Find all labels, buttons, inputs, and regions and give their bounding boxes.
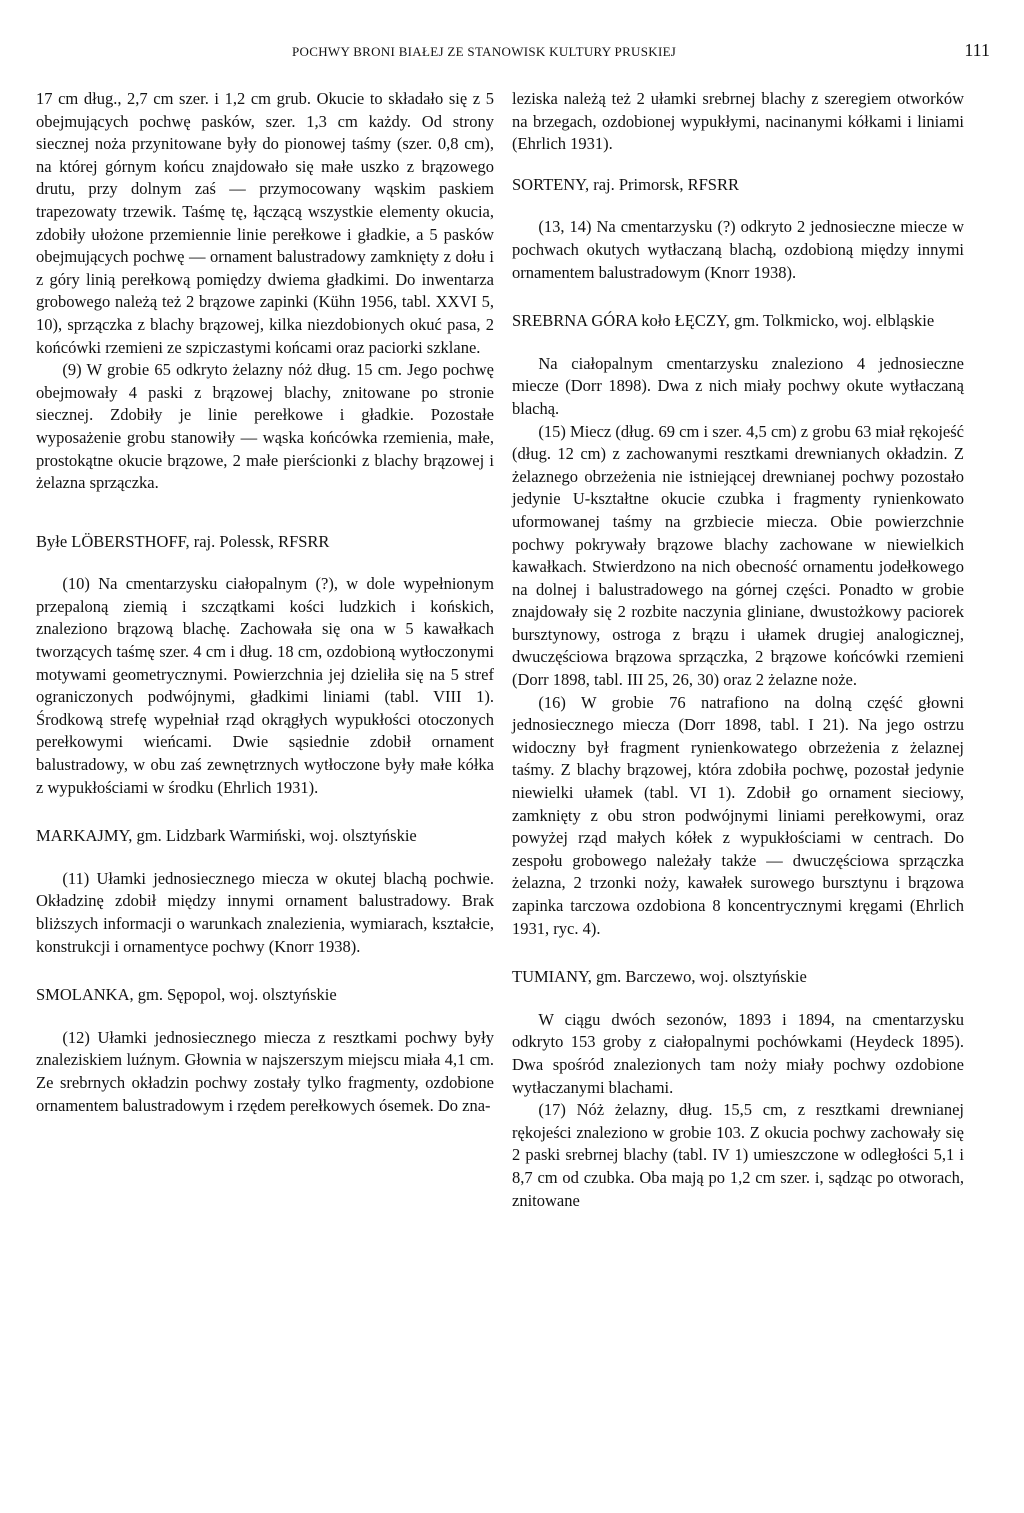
paragraph-srebrna-gora-intro: Na ciałopalnym cmentarzysku znaleziono 4 jednosieczne miecze (Dorr 1898). Dwa z nich miały pochwy okute wytłaczaną blachą. (512, 353, 964, 418)
page-header (34, 40, 990, 64)
paragraph-grave-9: (9) W grobie 65 odkryto żelazny nóż dług. 15 cm. Jego pochwę obejmowały 4 paski z brązowej blachy, znitowane po stronie siecznej. Zdobiły je linie perełkowe i gładkie. Pozostałe wyposażenie grobu stanowiły — wąska końcówka rzemienia, małe, prostokątne okucie brązowe, 2 małe pierścionki z blachy brązowej i żelazna sprzączka. (36, 360, 494, 493)
page-number: 111 (964, 40, 990, 60)
paragraph-find-12: (12) Ułamki jednosiecznego miecza z resztkami pochwy były znaleziskiem luźnym. Głownia w najszerszym miejscu miała 4,1 cm. Ze srebrnych okładzin pochwy zostały tylko fragmenty, ozdobione ornamentem balustradowym i rzędem perełkowych ósemek. Do zna- (36, 1027, 494, 1115)
paragraph-find-15: (15) Miecz (dług. 69 cm i szer. 4,5 cm) z grobu 63 miał rękojeść (dług. 12 cm) z zachowanymi resztkami drewnianych okładzin. Z żelaznego obrzeżenia nie istniejącej drewnianej pochwy pozostało jedynie U-kształtne okucie czubka i fragmenty rynienkowato uformowanej taśmy na grzbiecie miecza. Obie powierzchnie pochwy pokrywały brązowe blachy zachowane w niewielkich kawałkach. Stwierdzono na nich obecność ornamentu jodełkowego na dolnej i balustradowego na górnej części. Ponadto w grobie znajdowały się 2 rozbite naczynia gliniane, dwustożkowy paciorek bursztynowy, ostroga z brązu i ułamek drugiej analogicznej, dwuczęściowa brązowa sprzączka, 2 brązowe końcówki rzemieni (Dorr 1898, tabl. III 25, 26, 30) oraz 2 żelazne noże. (512, 421, 964, 690)
left-column (36, 88, 494, 1117)
running-title: POCHWY BRONI BIAŁEJ ZE STANOWISK KULTURY PRUSKIEJ (292, 44, 677, 59)
paragraph-find-17: (17) Nóż żelazny, dług. 15,5 cm, z resztkami drewnianej rękojeści znaleziono w grobie 103. Z okucia pochwy zachowały się 2 paski srebrnej blachy (tabl. IV 1) umieszczone w odległości 5,1 i 8,7 cm od czubka. Oba mają po 1,2 cm szer. i, sądząc po otworach, znitowane (512, 1100, 964, 1210)
paragraph-find-13-14: (13, 14) Na cmentarzysku (?) odkryto 2 jednosieczne miecze w pochwach okutych wytłaczaną blachą, ozdobioną między innymi ornamentem balustradowym (Knorr 1938). (512, 217, 964, 282)
site-heading-tumiany: TUMIANY, gm. Barczewo, woj. olsztyńskie (512, 967, 807, 987)
site-heading-smolanka: SMOLANKA, gm. Sępopol, woj. olsztyńskie (36, 985, 337, 1005)
paragraph-find-11: (11) Ułamki jednosiecznego miecza w okutej blachą pochwie. Okładzinę zdobił między innymi ornament balustradowy. Brak bliższych informacji o warunkach znalezienia, wymiarach, kształcie, konstrukcji i ornamentyce pochwy (Knorr 1938). (36, 868, 494, 956)
paragraph: 17 cm dług., 2,7 cm szer. i 1,2 cm grub. Okucie to składało się z 5 obejmujących pochwę pasków, szer. 1,3 cm każdy. Od strony siecznej noża przynitowane były do pionowej taśmy (szer. 0,8 cm), na której górnym końcu znajdowało się małe uszko z brązowego drutu, przy dolnym zaś — przymocowany wąskim paskiem trapezowaty trzewik. Taśmę tę, łączącą wszystkie elementy okucia, zdobiły ułożone przemiennie linie perełkowe i gładkie, a 5 pasków obejmujących pochwę — ornament balustradowy zamknięty z dołu i z góry linią perełkową pomiędzy dwiema gładkimi. Do inwentarza grobowego należą też 2 brązowe zapinki (Kühn 1956, tabl. XXVI 5, 10), sprzączka z blachy brązowej, kilka niezdobionych okuć pasa, 2 końcówki rzemieni ze szpiczastymi końcami oraz paciorki szklane. (36, 89, 494, 357)
paragraph-find-16: (16) W grobie 76 natrafiono na dolną część głowni jednosiecznego miecza (Dorr 1898, tabl. I 21). Na jego ostrzu widoczny był fragment rynienkowatego obrzeżenia z żelaznej taśmy. Z blachy brązowej, która zdobiła pochwę, pozostał jedynie niewielki ułamek (tabl. VI 1). Zdobił go ornament sieciowy, zamknięty z obu stron podwójnymi liniami perełkowymi, oraz powyżej rząd małych kółek z wypukłościami w centrach. Do zespołu grobowego należały także — dwuczęściowa sprzączka żelazna, 2 trzonki noży, kawałek surowego bursztynu i brązowa zapinka tarczowa ozdobiona 8 koncentrycznymi kręgami (Ehrlich 1931, ryc. 4). (512, 692, 964, 938)
site-heading-lobersthoff: Byłe LÖBERSTHOFF, raj. Polessk, RFSRR (36, 531, 330, 551)
site-heading-markajmy: MARKAJMY, gm. Lidzbark Warmiński, woj. olsztyńskie (36, 826, 417, 846)
site-heading-srebrna-gora: SREBRNA GÓRA koło ŁĘCZY, gm. Tolkmicko, woj. elbląskie (512, 311, 935, 331)
right-column (512, 88, 964, 1212)
paragraph-continued: leziska należą też 2 ułamki srebrnej blachy z szeregiem otworków na brzegach, ozdobionej wypukłymi, nacinanymi kółkami i liniami (Ehrlich 1931). (512, 89, 964, 154)
paragraph-find-10: (10) Na cmentarzysku ciałopalnym (?), w dole wypełnionym przepaloną ziemią i szczątkami kości ludzkich i końskich, znaleziono brązową blachę. Zachowała się ona w 5 kawałkach tworzących taśmę szer. 4 cm i dług. 18 cm, ozdobioną wytłoczonymi motywami geometrycznymi. Powierzchnia jej dzieliła się na 5 stref ograniczonych podwójnymi, gładkimi liniami (tabl. VIII 1). Środkową strefę wypełniał rząd okrągłych wypukłości otoczonych perełkowymi wieńcami. Dwie sąsiednie zdobił ornament balustradowy, w obu zaś zewnętrznych wytłoczone były małe kółka z wypukłościami w środku (Ehrlich 1931). (36, 574, 494, 797)
site-heading-sorteny: SORTENY, raj. Primorsk, RFSRR (512, 174, 739, 194)
paragraph-tumiany-intro: W ciągu dwóch sezonów, 1893 i 1894, na cmentarzysku odkryto 153 groby z ciałopalnymi pochówkami (Heydeck 1895). Dwa spośród znalezionych tam noży miały pochwy ozdobione wytłaczanymi blachami. (512, 1009, 964, 1097)
